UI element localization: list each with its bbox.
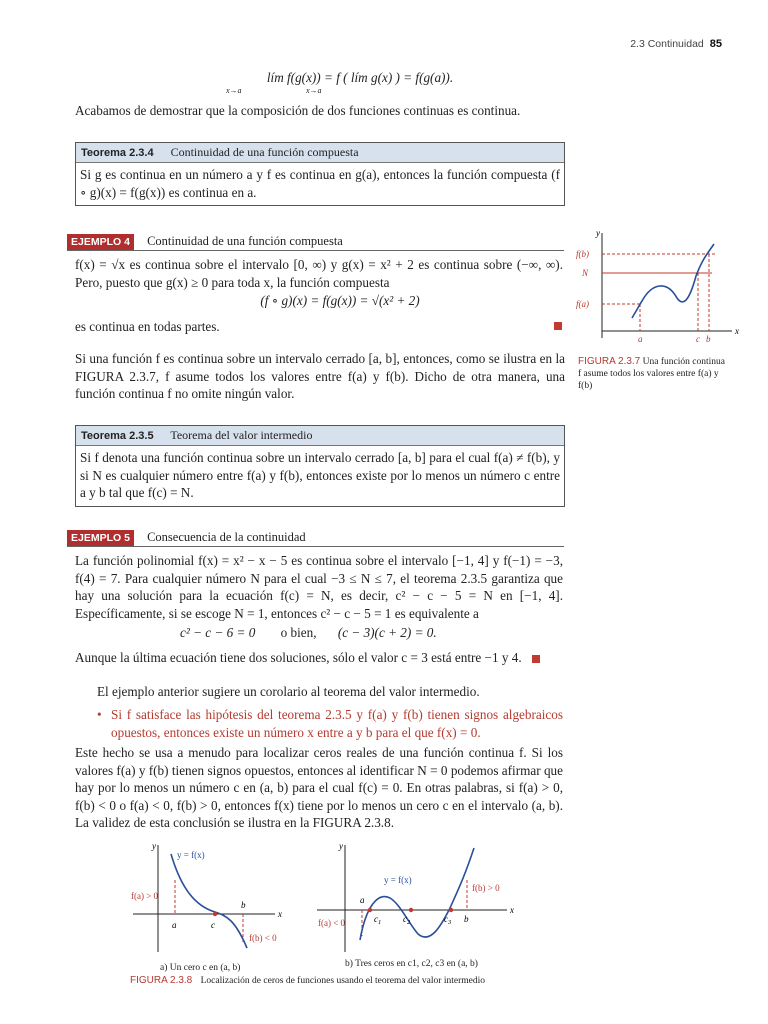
theorem-2-3-4	[75, 142, 565, 206]
figure-2-3-8b-graph	[312, 840, 522, 970]
example-title: Consecuencia de la continuidad	[147, 530, 306, 544]
example-5-body: La función polinomial f(x) = x² − x − 5 es continua sobre el intervalo [−1, 4] y f(−1) = −3, f(4) = 7. Para cualquier número N para el cual −3 ≤ N ≤ 7, el teorema 2.3.5 garantiza que hay una solución para la ecuación f(c) = N, es decir, c² − c − 5 = N en [−1, 4]. Específicamente, si se escoge N = 1, entonces c² − c − 5 = 1 es equivalente a	[75, 553, 563, 621]
example-5-header	[67, 530, 564, 547]
y-label: y	[596, 228, 600, 238]
fb-label: f(b)	[576, 249, 589, 259]
curve-f	[360, 848, 474, 940]
fa-label: f(a)	[576, 299, 589, 309]
zero-point-c3	[449, 908, 453, 912]
example-tag: EJEMPLO 4	[67, 234, 134, 250]
example-4-header	[67, 234, 564, 251]
eq-left: c² − c − 6 = 0	[180, 625, 256, 640]
paragraph-closed-interval: Si una función f es continua sobre un intervalo cerrado [a, b], entonces, como se ilustra en la FIGURA 2.3.7, f asume todos los valores entre f(a) y f(b). Dicho de otra manera, una función continua f no omite ningún valor.	[75, 351, 565, 401]
c-label: c	[211, 920, 215, 930]
fa-label: f(a) > 0	[131, 891, 159, 901]
curve-label: y = f(x)	[384, 875, 412, 885]
bullet-dot: •	[97, 707, 102, 722]
a-label: a	[638, 334, 643, 344]
figure-2-3-8b-subcaption: b) Tres ceros en c1, c2, c3 en (a, b)	[345, 959, 478, 969]
theorem-title: Teorema del valor intermedio	[170, 428, 313, 442]
theorem-body: Si f denota una función continua sobre un intervalo cerrado [a, b] para el cual f(a) ≠ f(b), y si N es cualquier número entre f(a) y f(b), entonces existe por lo menos un número c entre a y b tal que f(c) = N.	[80, 450, 560, 500]
example-tag: EJEMPLO 5	[67, 530, 134, 546]
example-4-line2-text: es continua en todas partes.	[75, 319, 220, 334]
bullet-corollary	[97, 706, 563, 741]
theorem-header	[76, 426, 564, 446]
end-of-example-marker	[554, 322, 562, 330]
a-label: a	[360, 895, 365, 905]
b-label: b	[241, 900, 246, 910]
figure-2-3-8-caption	[130, 975, 570, 987]
y-label: y	[152, 841, 156, 851]
conclusion-text: Aunque la última ecuación tiene dos soluciones, sólo el valor c = 3 está entre −1 y 4.	[75, 650, 522, 665]
limit-sub-2: x→a	[306, 86, 322, 95]
theorem-2-3-5	[75, 425, 565, 507]
figure-2-3-7-graph	[572, 228, 742, 353]
paragraph-composition: Acabamos de demostrar que la composición de dos funciones continuas es continua.	[75, 103, 521, 118]
curve-f	[632, 244, 714, 318]
figure-2-3-7-caption	[578, 356, 728, 392]
limit-sub-1: x→a	[226, 86, 242, 95]
eq-mid: o bien,	[280, 625, 317, 640]
curve-f	[171, 854, 247, 948]
a-label: a	[172, 920, 177, 930]
theorem-number: Teorema 2.3.4	[81, 147, 154, 159]
figure-label: FIGURA 2.3.8	[130, 975, 193, 986]
example-title: Continuidad de una función compuesta	[147, 234, 343, 248]
n-label: N	[582, 268, 589, 278]
limit-equation	[200, 70, 520, 86]
eq-right: (c − 3)(c + 2) = 0.	[337, 625, 437, 640]
end-of-example-marker	[532, 655, 540, 663]
limit-equation-text: lím f(g(x)) = f ( lím g(x) ) = f(g(a)).	[266, 70, 454, 85]
b-label: b	[706, 334, 711, 344]
example-5-equation	[180, 625, 480, 641]
example-5-conclusion	[75, 649, 563, 667]
theorem-header	[76, 143, 564, 163]
page-number: 85	[709, 38, 722, 50]
figure-2-3-8a-subcaption: a) Un cero c en (a, b)	[160, 963, 241, 973]
example-4-line1: f(x) = √x es continua sobre el intervalo [0, ∞) y g(x) = x² + 2 es continua sobre (−∞, ∞). Pero, puesto que g(x) ≥ 0 para toda x, la función compuesta	[75, 257, 563, 290]
figure-2-3-8a-graph	[125, 840, 290, 970]
b-label: b	[464, 914, 469, 924]
c3-label: $c_3$	[444, 914, 452, 926]
bullet-text: Si f satisface las hipótesis del teorema 2.3.5 y f(a) y f(b) tienen signos algebraicos opuestos, entonces existe un número x entre a y b para el que f(x) = 0.	[111, 707, 563, 740]
zero-point	[213, 912, 217, 916]
fb-label: f(b) > 0	[472, 883, 500, 893]
zero-point-c1	[368, 908, 372, 912]
y-label: y	[339, 841, 343, 851]
figure-caption-text: Una función continua f asume todos los valores entre f(a) y f(b)	[578, 357, 725, 391]
paragraph-zeros: Este hecho se usa a menudo para localizar ceros reales de una función continua f. Si los valores f(a) y f(b) tienen signos opuestos, entonces al identificar N = 0 podemos afirmar que hay por lo menos un número c en (a, b) para el cual f(c) = 0. En otras palabras, si f(a) > 0, f(b) < 0 o f(a) < 0, f(b) > 0, entonces f(x) tiene por lo menos un cero c en el intervalo (a, b). La validez de esta conclusión se ilustra en la FIGURA 2.3.8.	[75, 745, 563, 830]
curve-label: y = f(x)	[177, 850, 205, 860]
theorem-number: Teorema 2.3.5	[81, 430, 154, 442]
c2-label: $c_2$	[403, 914, 411, 926]
zero-point-c2	[409, 908, 413, 912]
x-label: x	[735, 326, 739, 336]
c1-label: $c_1$	[374, 914, 382, 926]
x-label: x	[510, 905, 514, 915]
section-title: 2.3 Continuidad	[630, 38, 704, 50]
x-label: x	[278, 909, 282, 919]
c-label: c	[696, 334, 700, 344]
theorem-title: Continuidad de una función compuesta	[170, 145, 359, 159]
example-4-line2	[75, 318, 563, 336]
running-header	[630, 38, 722, 50]
example-4-equation: (f ∘ g)(x) = f(g(x)) = √(x² + 2)	[260, 293, 420, 308]
paragraph-corollary: El ejemplo anterior sugiere un corolario al teorema del valor intermedio.	[97, 684, 480, 699]
figure-caption-text: Localización de ceros de funciones usando el teorema del valor intermedio	[200, 976, 485, 986]
figure-label: FIGURA 2.3.7	[578, 356, 641, 367]
fb-label: f(b) < 0	[249, 933, 277, 943]
fa-label: f(a) < 0	[318, 918, 346, 928]
theorem-body: Si g es continua en un número a y f es continua en g(a), entonces la función compuesta (f ∘ g)(x) = f(g(x)) es continua en a.	[80, 167, 560, 200]
